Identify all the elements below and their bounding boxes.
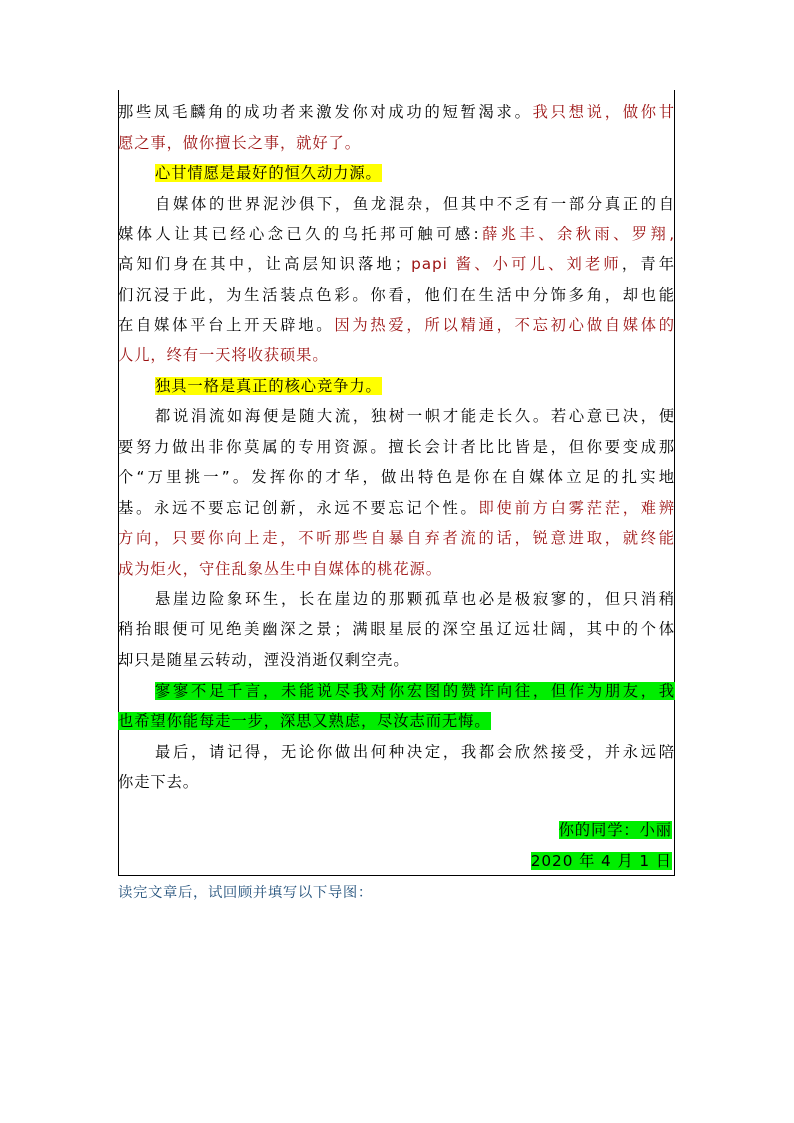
text-segment: 那些凤毛麟角的成功者来激发你对成功的短暂渴求。: [118, 103, 533, 121]
paragraph-line: [118, 462, 675, 492]
highlighted-text: 也希望你能每走一步，深思又熟虑，尽汝志而无悔。: [118, 712, 491, 730]
emphasis-text: 因为热爱，所以精通，不忘初心做自媒体的: [334, 316, 675, 334]
text-segment: 基。永远不要忘记创新，永远不要忘记个性。: [118, 499, 479, 517]
text-segment: 最后，请记得，无论你做出何种决定，我都会欣然接受，并永远陪: [155, 743, 675, 761]
text-segment: 自媒体的世界泥沙俱下，鱼龙混杂，但其中不乏有一部分真正的自: [155, 195, 675, 213]
highlighted-heading: 心甘情愿是最好的恒久动力源。: [155, 164, 382, 182]
emphasis-text: papi 酱、小可儿、刘老师: [411, 255, 622, 273]
emphasis-text: 方向，只要你向上走，不听那些自暴自弃者流的话，锐意进取，就终能: [118, 529, 675, 547]
paragraph-line: [118, 676, 675, 706]
highlighted-text: 寥寥不足千言，未能说尽我对你宏图的赞许向往，但作为朋友，我: [155, 682, 675, 700]
paragraph-line: [118, 493, 675, 523]
paragraph-line: [118, 737, 675, 767]
emphasis-text: 成为炬火，守住乱象丛生中自媒体的桃花源。: [118, 560, 442, 578]
emphasis-text: 即使前方白雾茫茫，难辨: [478, 499, 675, 517]
section-heading-2: [118, 371, 675, 401]
text-segment: 稍抬眼便可见绝美幽深之景；满眼星辰的深空虽辽远壮阔，其中的个体: [118, 620, 675, 638]
highlighted-heading: 独具一格是真正的核心竞争力。: [155, 377, 382, 395]
text-segment: ，青年: [621, 255, 675, 273]
text-segment: 要努力做出非你莫属的专用资源。擅长会计者比比皆是，但你要变成那: [118, 438, 675, 456]
emphasis-text: 我只想说，做你甘: [532, 103, 675, 121]
paragraph-line: [118, 310, 675, 340]
emphasis-text: 愿之事，做你擅长之事，就好了。: [118, 134, 361, 152]
paragraph-line: [118, 249, 675, 279]
paragraph-line: [118, 584, 675, 614]
paragraph-line: [118, 554, 675, 584]
paragraph-line: [118, 401, 675, 431]
paragraph-line: [118, 706, 675, 736]
text-segment: 悬崖边险象环生，长在崖边的那颗孤草也必是极寂寥的，但只消稍: [155, 590, 675, 608]
text-segment: 个“万里挑一”。发挥你的才华，做出特色是你在自媒体立足的扎实地: [118, 468, 675, 486]
paragraph-line: [118, 219, 675, 249]
emphasis-text: 薛兆丰、余秋雨、罗翔,: [479, 225, 675, 243]
emphasis-text: 人儿，终有一天将收获硕果。: [118, 346, 329, 364]
text-segment: 在自媒体平台上开天辟地。: [118, 316, 335, 334]
text-segment: 们沉浸于此，为生活装点色彩。你看，他们在生活中分饰多角，却也能: [118, 286, 675, 304]
text-segment: 都说涓流如海便是随大流，独树一帜才能走长久。若心意已决，便: [155, 407, 675, 425]
text-segment: 却只是随星云转动，湮没消逝仅剩空壳。: [118, 651, 410, 669]
signature-line: [118, 815, 675, 845]
paragraph-line: [118, 340, 675, 370]
paragraph-line: [118, 767, 675, 797]
text-segment: 你走下去。: [118, 773, 199, 791]
date-line: [118, 846, 675, 876]
section-heading-1: [118, 158, 675, 188]
text-segment: 媒体人让其已经心念已久的乌托邦可触可感:: [118, 225, 480, 243]
signature-date: 2020 年 4 月 1 日: [530, 852, 672, 870]
paragraph-line: [118, 280, 675, 310]
paragraph-line: [118, 97, 675, 127]
paragraph-line: [118, 523, 675, 553]
text-segment: 高知们身在其中，让高层知识落地；: [118, 255, 412, 273]
paragraph-line: [118, 189, 675, 219]
paragraph-line: [118, 645, 675, 675]
signature-name: 你的同学：小丽: [558, 821, 672, 839]
instruction-note: 读完文章后，试回顾并填写以下导图：: [118, 885, 373, 901]
paragraph-line: [118, 432, 675, 462]
paragraph-line: [118, 614, 675, 644]
paragraph-line: [118, 128, 675, 158]
